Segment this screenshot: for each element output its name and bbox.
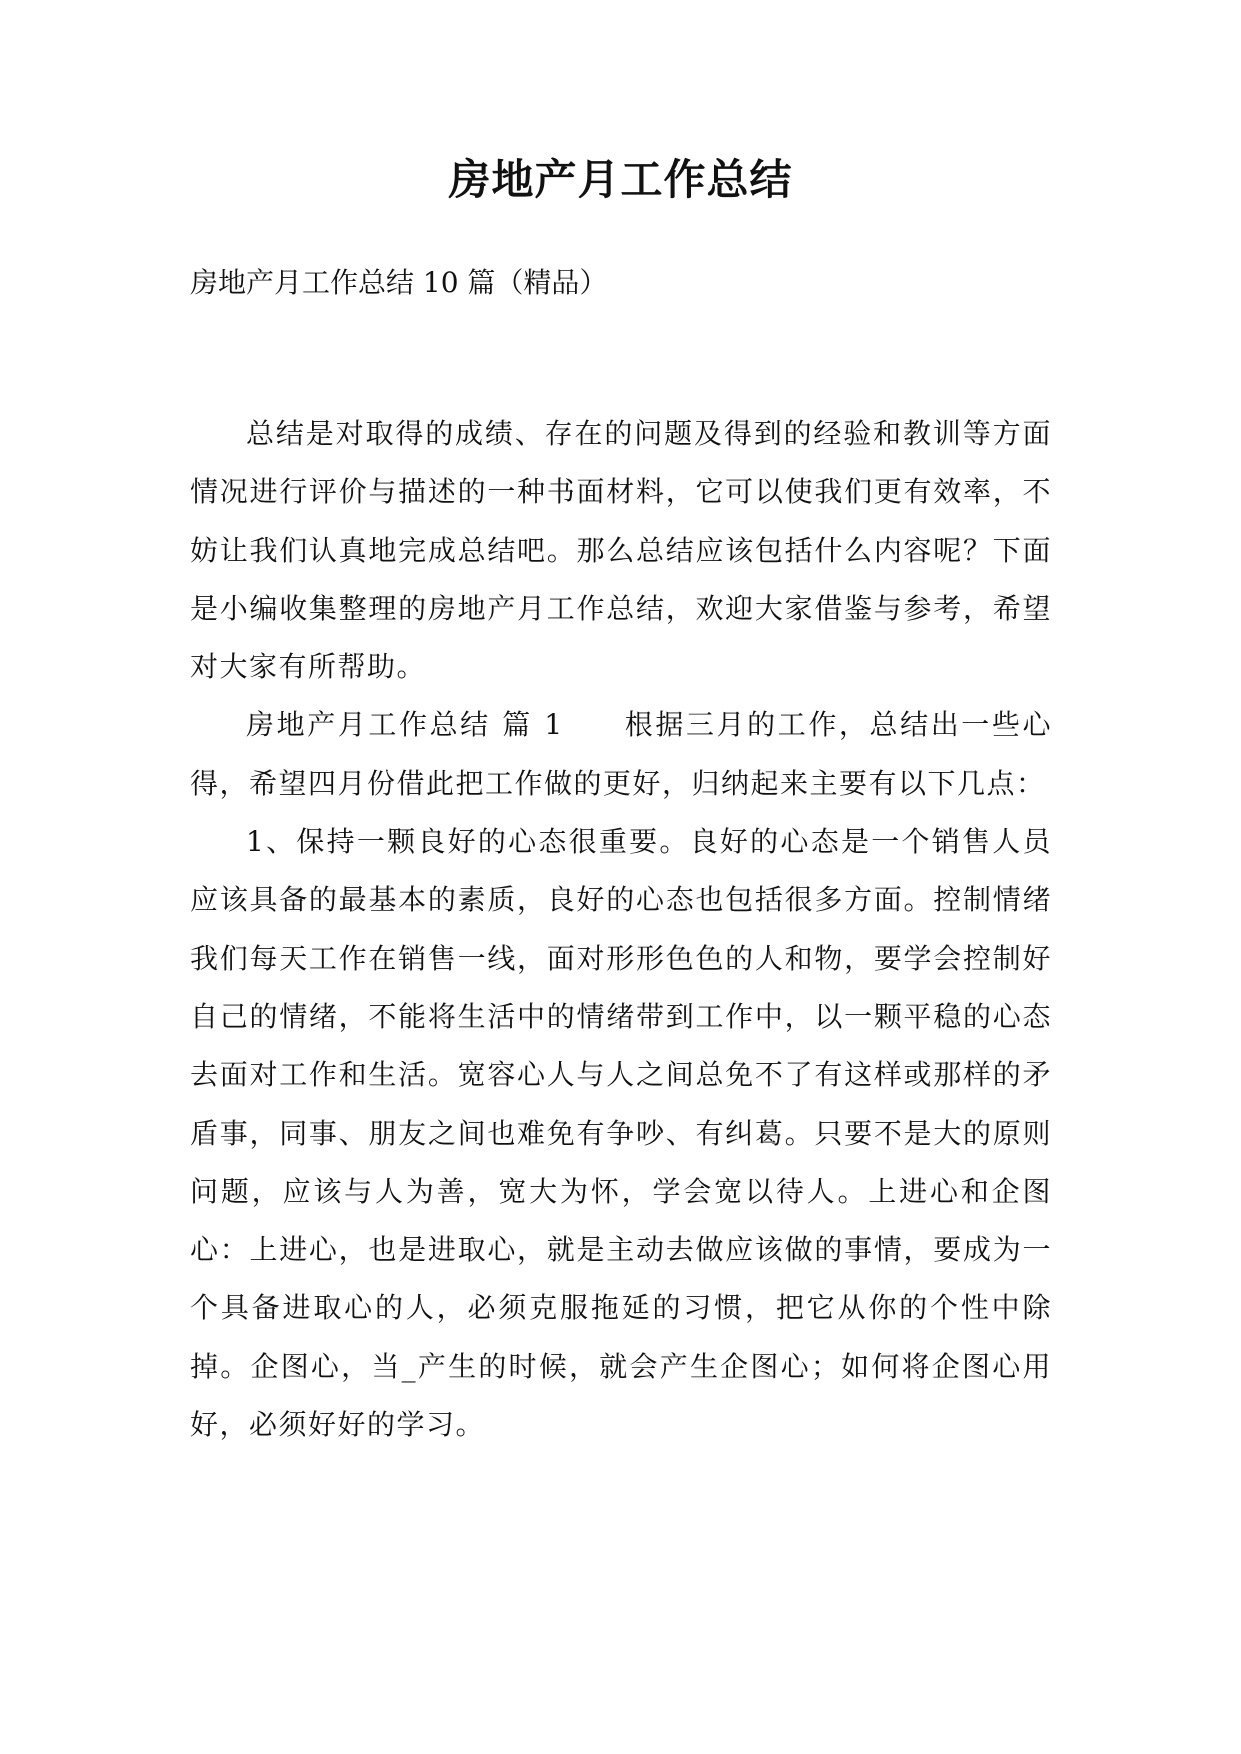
document-title: 房地产月工作总结 bbox=[448, 155, 793, 204]
section-1-text: 根据三月的工作，总结出一些心得，希望四月份借此把工作做的更好，归纳起来主要有以下几点： bbox=[190, 708, 1052, 800]
document-body bbox=[190, 405, 1052, 1454]
document-subtitle: 房地产月工作总结 10 篇（精品） bbox=[190, 266, 608, 299]
section-1-paragraph bbox=[190, 696, 1052, 813]
point-1-paragraph: 1、保持一颗良好的心态很重要。良好的心态是一个销售人员应该具备的最基本的素质，良好的心态也包括很多方面。控制情绪我们每天工作在销售一线，面对形形色色的人和物，要学会控制好自己的情绪，不能将生活中的情绪带到工作中，以一颗平稳的心态去面对工作和生活。宽容心人与人之间总免不了有这样或那样的矛盾事，同事、朋友之间也难免有争吵、有纠葛。只要不是大的原则问题，应该与人为善，宽大为怀，学会宽以待人。上进心和企图心：上进心，也是进取心，就是主动去做应该做的事情，要成为一个具备进取心的人，必须克服拖延的习惯，把它从你的个性中除掉。企图心，当_产生的时候，就会产生企图心；如何将企图心用好，必须好好的学习。 bbox=[190, 825, 1052, 1442]
section-1-heading: 房地产月工作总结 篇 1 bbox=[246, 708, 564, 742]
intro-paragraph: 总结是对取得的成绩、存在的问题及得到的经验和教训等方面情况进行评价与描述的一种书面材料，它可以使我们更有效率，不妨让我们认真地完成总结吧。那么总结应该包括什么内容呢？下面是小编收集整理的房地产月工作总结，欢迎大家借鉴与参考，希望对大家有所帮助。 bbox=[190, 417, 1052, 684]
